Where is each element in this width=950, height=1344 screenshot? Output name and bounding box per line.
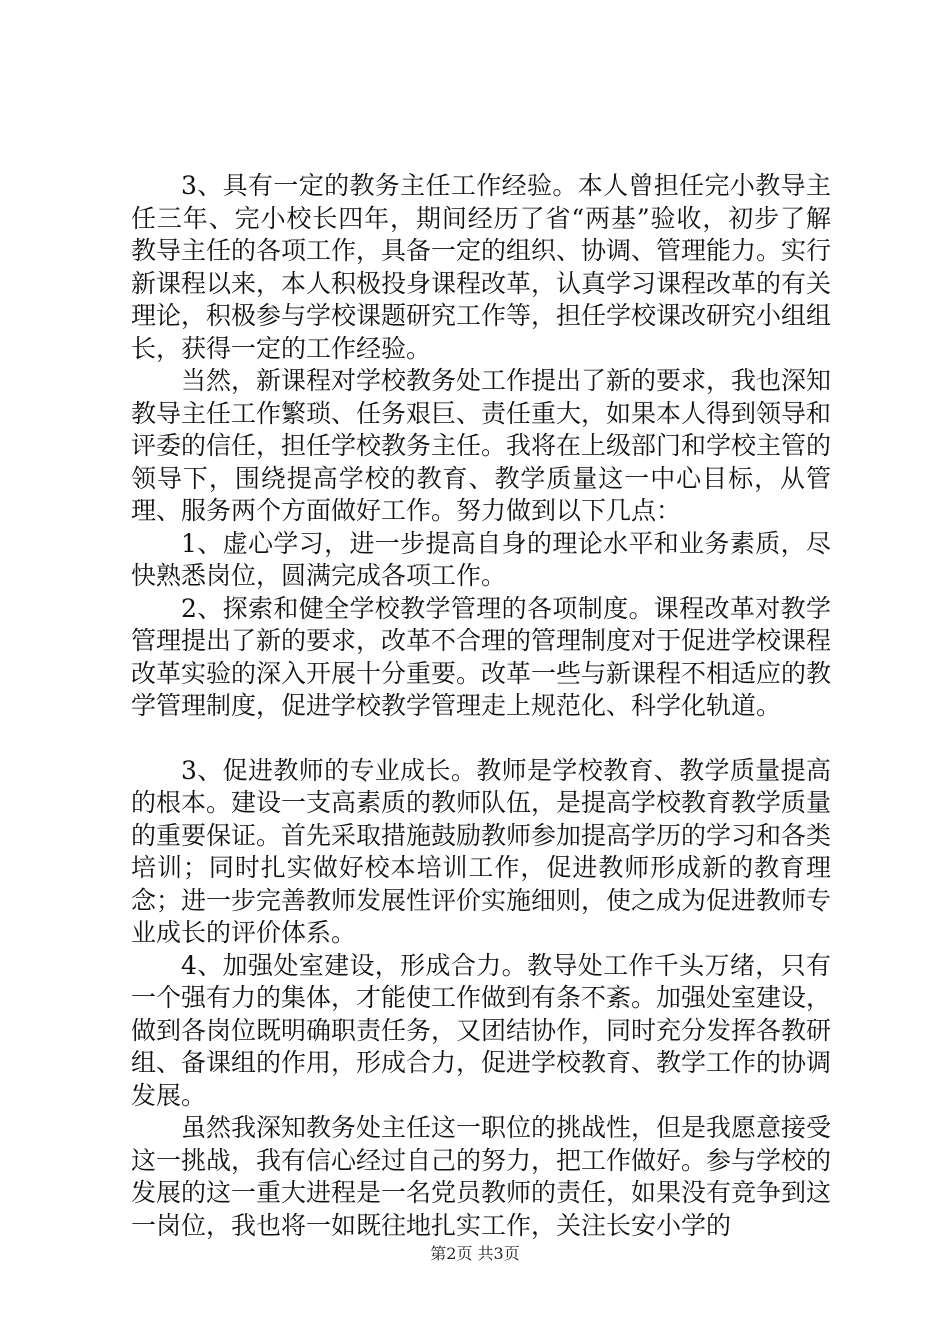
paragraph-closing: 虽然我深知教务处主任这一职位的挑战性，但是我愿意接受这一挑战，我有信心经过自己的努力，把工作做好。参与学校的发展的这一重大进程是一名党员教师的责任，如果没有竞争到这一岗位，我也将一如既往地扎实工作，关注长安小学的 — [131, 1113, 832, 1240]
paragraph-point-1: 1、虚心学习，进一步提高自身的理论水平和业务素质，尽快熟悉岗位，圆满完成各项工作。 — [131, 528, 831, 590]
paragraph-experience: 3、具有一定的教务主任工作经验。本人曾担任完小教导主任三年、完小校长四年，期间经历了省“两基”验收，初步了解教导主任的各项工作，具备一定的组织、协调、管理能力。实行新课程以来，本人积极投身课程改革，认真学习课程改革的有关理论，积极参与学校课题研究工作等，担任学校课改研究小组组长，获得一定的工作经验。 — [131, 171, 832, 363]
paragraph-point-2: 2、探索和健全学校教学管理的各项制度。课程改革对教学管理提出了新的要求，改革不合理的管理制度对于促进学校课程改革实验的深入开展十分重要。改革一些与新课程不相适应的教学管理制度，促进学校教学管理走上规范化、科学化轨道。 — [131, 593, 832, 720]
paragraph-point-3: 3、促进教师的专业成长。教师是学校教育、教学质量提高的根本。建设一支高素质的教师队伍，是提高学校教育教学质量的重要保证。首先采取措施鼓励教师参加提高学历的学习和各类培训；同时扎实做好校本培训工作，促进教师形成新的教育理念；进一步完善教师发展性评价实施细则，使之成为促进教师专业成长的评价体系。 — [131, 755, 832, 947]
page-number-footer: 第2页 共3页 — [430, 1244, 520, 1263]
paragraph-intentions: 当然，新课程对学校教务处工作提出了新的要求，我也深知教导主任工作繁琐、任务艰巨、责任重大，如果本人得到领导和评委的信任，担任学校教务主任。我将在上级部门和学校主管的领导下，围绕提高学校的教育、教学质量这一中心目标，从管理、服务两个方面做好工作。努力做到以下几点： — [131, 366, 832, 525]
paragraph-point-4: 4、加强处室建设，形成合力。教导处工作千头万绪，只有一个强有力的集体，才能使工作做到有条不紊。加强处室建设，做到各岗位既明确职责任务，又团结协作，同时充分发挥各教研组、备课组的作用，形成合力，促进学校教育、教学工作的协调发展。 — [131, 950, 832, 1110]
document-body — [131, 170, 831, 1242]
